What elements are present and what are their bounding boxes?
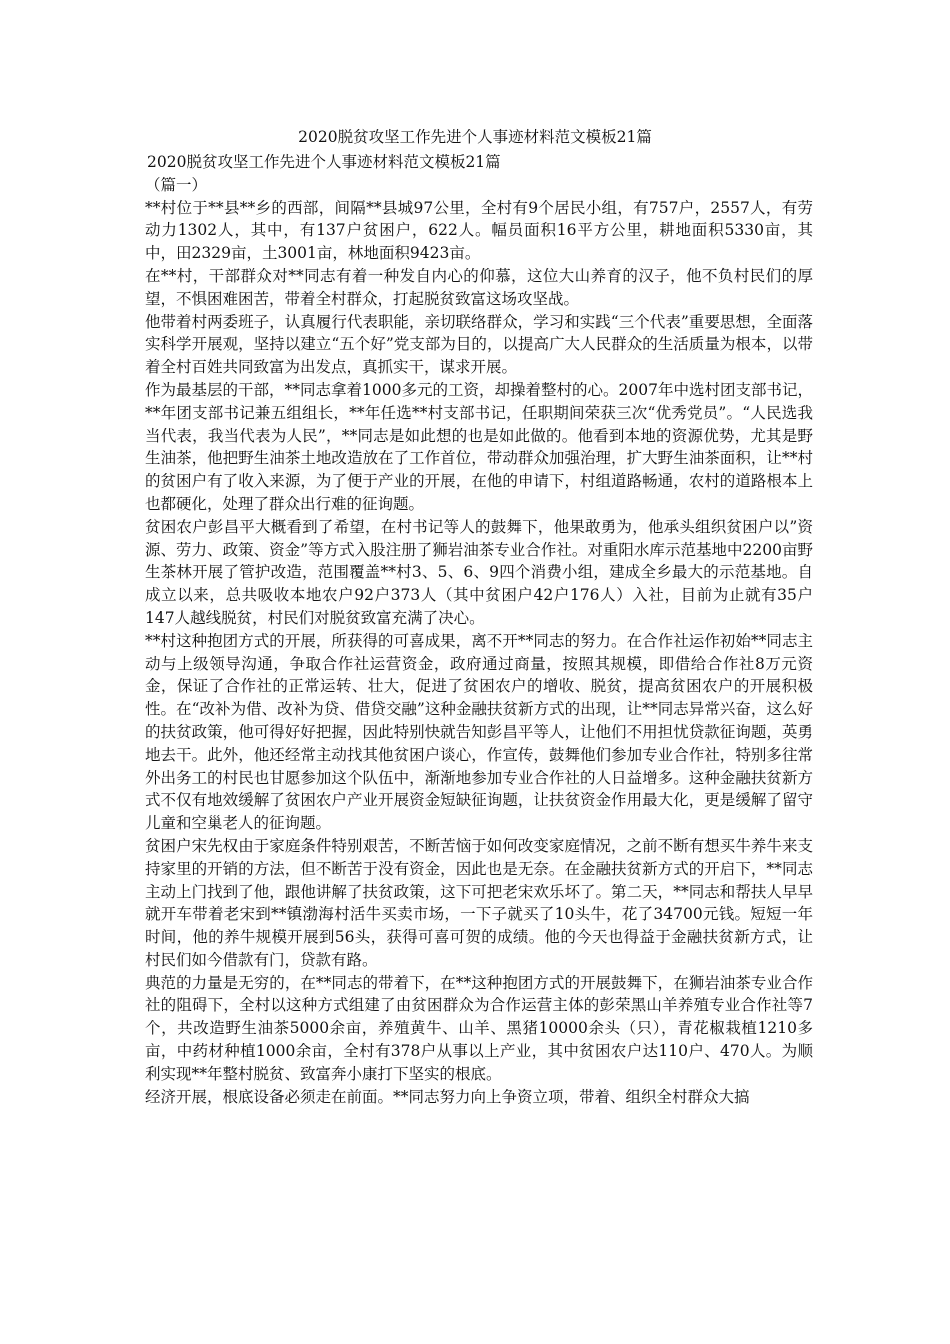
paragraph-9: 经济开展，根底设备必须走在前面。**同志努力向上争资立项，带着、组织全村群众大搞: [145, 1087, 750, 1106]
paragraph-6: **村这种抱团方式的开展，所获得的可喜成果，离不开**同志的努力。在合作社运作初始**同志主动与上级领导沟通，争取合作社运营资金，政府通过商量，按照其规模，即借给合作社8万元资金，保证了合作社的正常运转、壮大，促进了贫困农户的增收、脱贫，提高贫困农户的开展积极性。在“改补为借、改补为贷、借贷交融”这种金融扶贫新方式的出现，让**同志异常兴奋，这么好的扶贫政策，他可得好好把握，因此特别快就告知彭昌平等人，让他们不用担忧贷款征询题，英勇地去干。此外，他还经常主动找其他贫困户谈心，作宣传，鼓舞他们参加专业合作社，特别多往常外出务工的村民也甘愿参加这个队伍中，渐渐地参加专业合作社的人日益增多。这种金融扶贫新方式不仅有地效缓解了贫困农户产业开展资金短缺征询题，让扶贫资金作用最大化，更是缓解了留守儿童和空巢老人的征询题。: [145, 631, 813, 833]
paragraph-2: 在**村，干部群众对**同志有着一种发自内心的仰慕，这位大山养育的汉子，他不负村民们的厚望，不惧困难困苦，带着全村群众，打起脱贫致富这场攻坚战。: [145, 266, 813, 308]
document-title: 2020脱贫攻坚工作先进个人事迹材料范文模板21篇: [298, 128, 652, 146]
paragraph-7: 贫困户宋先权由于家庭条件特别艰苦，不断苦恼于如何改变家庭情况，之前不断有想买牛养牛来支持家里的开销的方法，但不断苦于没有资金，因此也是无奈。在金融扶贫新方式的开启下，**同志主动上门找到了他，跟他讲解了扶贫政策，这下可把老宋欢乐坏了。第二天，**同志和帮扶人早早就开车带着老宋到**镇渤海村活牛买卖市场，一下子就买了10头牛，花了34700元钱。短短一年时间，他的养牛规模开展到56头，获得可喜可贺的成绩。他的今天也得益于金融扶贫新方式，让村民们如今借款有门，贷款有路。: [145, 836, 813, 969]
document-subtitle: 2020脱贫攻坚工作先进个人事迹材料范文模板21篇: [147, 153, 501, 171]
paragraph-4: 作为最基层的干部，**同志拿着1000多元的工资，却操着整村的心。2007年中选村团支部书记，**年团支部书记兼五组组长，**年任选**村支部书记，任职期间荣获三次“优秀党员”。“人民选我当代表，我当代表为人民”，**同志是如此想的也是如此做的。他看到本地的资源优势，尤其是野生油茶，他把野生油茶土地改造放在了工作首位，带动群众加强治理，扩大野生油茶面积，让**村的贫困户有了收入来源，为了便于产业的开展，在他的申请下，村组道路畅通，农村的道路根本上也都硬化，处理了群众出行难的征询题。: [145, 380, 813, 513]
paragraph-3: 他带着村两委班子，认真履行代表职能，亲切联络群众，学习和实践“三个代表”重要思想，全面落实科学开展观，坚持以建立“五个好”党支部为目的，以提高广大人民群众的生活质量为根本，以带着全村百姓共同致富为出发点，真抓实干，谋求开展。: [145, 312, 813, 377]
document-body: [145, 151, 813, 1108]
paragraph-8: 典范的力量是无穷的，在**同志的带着下，在**这种抱团方式的开展鼓舞下，在狮岩油茶专业合作社的阻碍下，全村以这种方式组建了由贫困群众为合作运营主体的彭荣黑山羊养殖专业合作社等7个，共改造野生油茶5000余亩，养殖黄牛、山羊、黑猪10000余头（只），青花椒栽植1210多亩，中药材种植1000余亩，全村有378户从事以上产业，其中贫困农户达110户、470人。为顺利实现**年整村脱贫、致富奔小康打下坚实的根底。: [145, 973, 813, 1083]
section-label: （篇一）: [145, 175, 208, 194]
paragraph-1: **村位于**县**乡的西部，间隔**县城97公里，全村有9个居民小组，有757户，2557人，有劳动力1302人，其中，有137户贫困户，622人。幅员面积16平方公里，耕地面积5330亩，其中，田2329亩，土3001亩，林地面积9423亩。: [145, 198, 813, 263]
paragraph-5: 贫困农户彭昌平大概看到了希望，在村书记等人的鼓舞下，他果敢勇为，他承头组织贫困户以”资源、劳力、政策、资金”等方式入股注册了狮岩油茶专业合作社。对重阳水库示范基地中2200亩野生茶林开展了管护改造，范围覆盖**村3、5、6、9四个消费小组，建成全乡最大的示范基地。自成立以来，总共吸收本地农户92户373人（其中贫困户42户176人）入社，目前为止就有35户147人越线脱贫，村民们对脱贫致富充满了决心。: [145, 517, 813, 627]
